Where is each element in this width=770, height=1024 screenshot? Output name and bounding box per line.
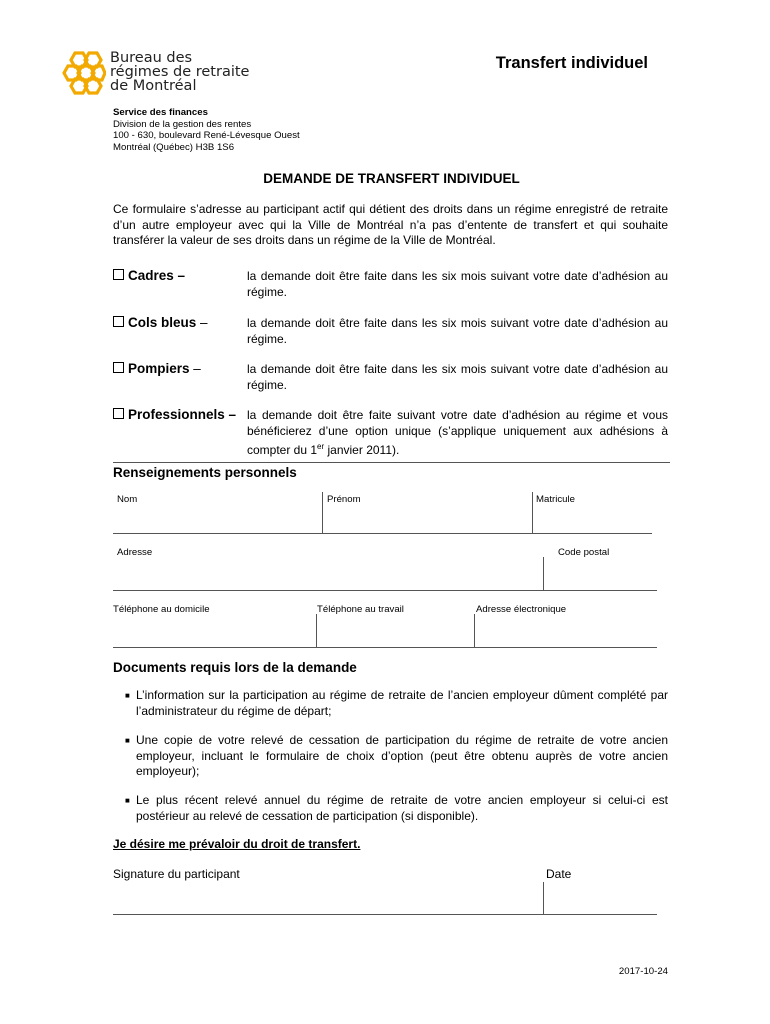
field-underline bbox=[113, 914, 657, 915]
tel-domicile-field[interactable] bbox=[113, 617, 315, 647]
division-name: Division de la gestion des rentes bbox=[113, 118, 252, 130]
field-label-tel-travail: Téléphone au travail bbox=[317, 604, 404, 615]
service-name: Service des finances bbox=[113, 107, 208, 118]
option-desc-pompiers: la demande doit être faite dans les six mois suivant votre date d’adhésion au régime. bbox=[247, 362, 668, 392]
checkbox-icon[interactable] bbox=[113, 362, 124, 373]
intro-paragraph: Ce formulaire s’adresse au participant actif qui détient des droits dans un régime enregistré de retraite d’un autre employeur avec qui la Ville de Montréal n’a pas d’entente de transfert et qui souhaite transférer la valeur de ses droits dans un régime de la Ville de Montréal. bbox=[113, 202, 668, 247]
document-item: ■ Le plus récent relevé annuel du régime de retraite de votre ancien employeur si celui-ci est postérieur au relevé de cessation de participation (si disponible). bbox=[125, 793, 668, 823]
personal-info-title: Renseignements personnels bbox=[113, 465, 297, 480]
option-desc-cols-bleus: la demande doit être faite dans les six mois suivant votre date d’adhésion au régime. bbox=[247, 316, 668, 346]
honeycomb-logo-icon bbox=[58, 50, 106, 96]
date-label: Date bbox=[546, 867, 572, 881]
street-address: 100 - 630, boulevard René-Lévesque Ouest bbox=[113, 130, 300, 141]
option-label-pompiers: Pompiers – bbox=[113, 361, 201, 376]
option-desc-professionnels: la demande doit être faite suivant votre date d’adhésion au régime et vous bénéficierez d’une option unique (s’applique uniquement aux adhésions à compter du 1er janvier 2011). bbox=[247, 408, 668, 457]
matricule-field[interactable] bbox=[533, 507, 650, 533]
tel-travail-field[interactable] bbox=[317, 617, 473, 647]
checkbox-icon[interactable] bbox=[113, 408, 124, 419]
field-underline bbox=[113, 533, 652, 534]
logo-line: régimes de retraite bbox=[110, 64, 250, 80]
courriel-field[interactable] bbox=[475, 617, 656, 647]
checkbox-icon[interactable] bbox=[113, 269, 124, 280]
prenom-field[interactable] bbox=[323, 507, 532, 533]
section-divider bbox=[113, 462, 670, 463]
checkbox-icon[interactable] bbox=[113, 316, 124, 327]
field-label-courriel: Adresse électronique bbox=[476, 604, 567, 615]
field-label-nom: Nom bbox=[117, 494, 138, 505]
document-item: ■ L’information sur la participation au régime de retraite de l’ancien employeur dûment complété par l’administrateur du régime de départ; bbox=[125, 688, 668, 718]
document-title: Transfert individuel bbox=[495, 54, 648, 72]
logo-line: Bureau des bbox=[110, 50, 193, 66]
bullet-icon: ■ bbox=[125, 691, 130, 700]
field-label-matricule: Matricule bbox=[536, 494, 575, 505]
revision-date: 2017-10-24 bbox=[618, 966, 668, 977]
field-label-code-postal: Code postal bbox=[558, 547, 610, 558]
bullet-icon: ■ bbox=[125, 796, 130, 805]
field-divider bbox=[543, 882, 544, 914]
option-label-professionnels: Professionnels – bbox=[113, 407, 236, 422]
transfer-declaration: Je désire me prévaloir du droit de transfert. bbox=[113, 837, 361, 851]
option-label-cadres: Cadres – bbox=[113, 268, 185, 283]
documents-title: Documents requis lors de la demande bbox=[113, 660, 357, 675]
option-desc-cadres: la demande doit être faite dans les six mois suivant votre date d’adhésion au régime. bbox=[247, 269, 668, 299]
field-underline bbox=[113, 647, 657, 648]
signature-field[interactable] bbox=[113, 882, 542, 914]
signature-label: Signature du participant bbox=[113, 867, 240, 881]
form-title: DEMANDE DE TRANSFERT INDIVIDUEL bbox=[263, 171, 520, 186]
logo-wordmark bbox=[110, 51, 249, 93]
nom-field[interactable] bbox=[113, 507, 322, 533]
document-item: ■ Une copie de votre relevé de cessation de participation du régime de retraite de votre ancien employeur, incluant le formulaire de choix d’option (peut être obtenu auprès de votre ancien employeur); bbox=[125, 733, 668, 778]
option-label-cols-bleus: Cols bleus – bbox=[113, 315, 208, 330]
field-underline bbox=[113, 590, 657, 591]
field-label-prenom: Prénom bbox=[327, 494, 361, 505]
code-postal-field[interactable] bbox=[544, 560, 656, 590]
field-label-tel-domicile: Téléphone au domicile bbox=[113, 604, 210, 615]
bullet-icon: ■ bbox=[125, 736, 130, 745]
city-address: Montréal (Québec) H3B 1S6 bbox=[113, 141, 235, 153]
date-field[interactable] bbox=[544, 882, 656, 914]
adresse-field[interactable] bbox=[113, 560, 542, 590]
field-label-adresse: Adresse bbox=[117, 547, 153, 558]
logo-line: de Montréal bbox=[110, 78, 197, 94]
address-block bbox=[113, 107, 300, 153]
